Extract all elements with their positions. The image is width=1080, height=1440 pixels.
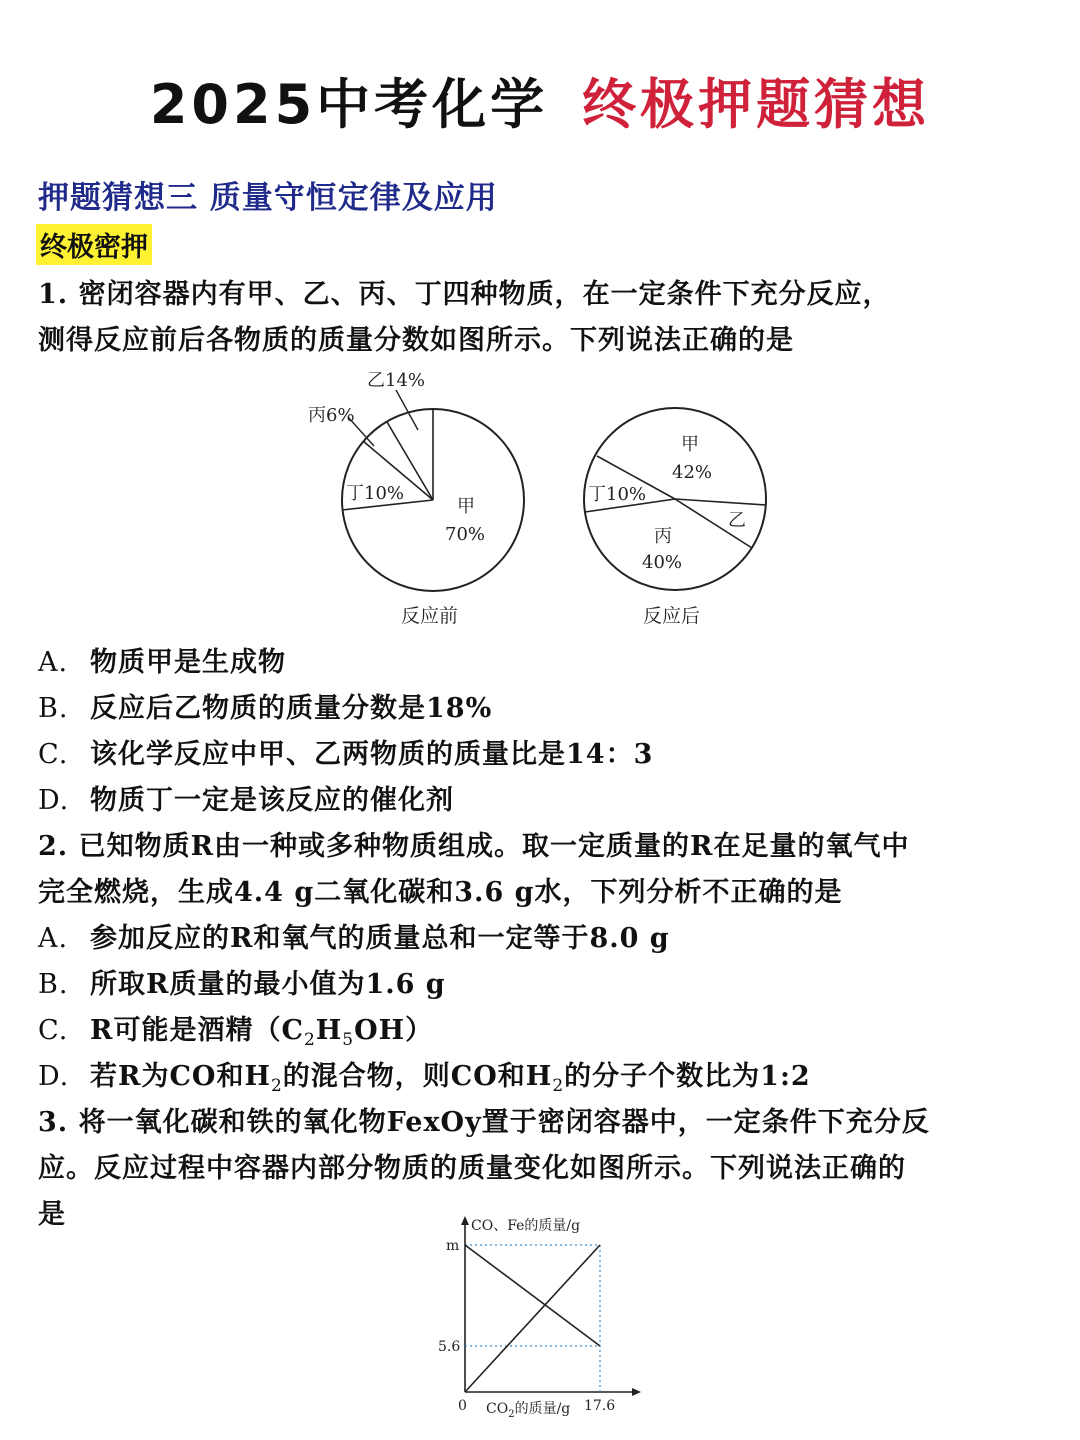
q1-option-a[interactable]: A. 物质甲是生成物 (38, 647, 286, 678)
pie-after-line-2 (675, 499, 766, 505)
pie-after-title: 反应后 (643, 605, 701, 627)
highlight-tag: 终极密押 (36, 224, 152, 265)
q2-option-d[interactable]: D. 若R为CO和$H_2$的混合物，则CO和$H_2$的分子个数比为1:2 (38, 1061, 811, 1096)
q3-line-chart (430, 1212, 650, 1424)
pie-before-label-yi: 乙14% (367, 370, 426, 391)
pie-before-label-bing: 丙6% (308, 405, 355, 426)
q1-option-d[interactable]: D. 物质丁一定是该反应的催化剂 (38, 785, 454, 816)
q2-option-a[interactable]: A. 参加反应的R和氧气的质量总和一定等于8.0 g (38, 923, 670, 954)
pie-after-label-yi: 乙 (728, 510, 746, 531)
pie-before-title: 反应前 (401, 605, 459, 627)
y-axis-arrow (461, 1216, 469, 1225)
q1-option-c[interactable]: C. 该化学反应中甲、乙两物质的质量比是14：3 (38, 739, 654, 770)
q3-stem-line1: 3. 将一氧化碳和铁的氧化物FexOy置于密闭容器中，一定条件下充分反 (38, 1107, 930, 1138)
pie-before-label-ding: 丁10% (346, 483, 405, 504)
q2-stem-line2: 完全燃烧，生成4.4 g二氧化碳和3.6 g水，下列分析不正确的是 (38, 877, 843, 908)
y-axis-label: CO、Fe的质量/g (471, 1218, 581, 1234)
q1-pie-charts (300, 362, 820, 632)
q1-stem-line1: 1. 密闭容器内有甲、乙、丙、丁四种物质，在一定条件下充分反应， (38, 279, 891, 310)
pie-before-label-jia: 70% (445, 524, 486, 545)
series-co (465, 1245, 600, 1346)
pie-after-label-jia-name: 甲 (681, 434, 699, 455)
pie-after-label-ding: 丁10% (588, 484, 647, 505)
pie-after-label-jia: 42% (672, 462, 713, 483)
y-tick-56: 5.6 (438, 1339, 461, 1355)
pie-before-label-jia-name: 甲 (457, 496, 475, 517)
q1-option-b[interactable]: B. 反应后乙物质的质量分数是18% (38, 693, 493, 724)
title-highlight: 终极押题猜想 (582, 73, 931, 136)
section-title: 押题猜想三 质量守恒定律及应用 (38, 180, 498, 216)
q1-stem-line2: 测得反应前后各物质的质量分数如图所示。下列说法正确的是 (38, 325, 794, 356)
page-title (0, 62, 1080, 139)
q3-stem-line3: 是 (38, 1199, 66, 1230)
pie-after-label-bing: 40% (642, 552, 683, 573)
q2-stem-line1: 2. 已知物质R由一种或多种物质组成。取一定质量的R在足量的氧气中 (38, 831, 910, 862)
title-main: 2025中考化学 (149, 73, 549, 136)
q2-option-c[interactable]: C. R可能是酒精$(C_2H_5OH)$ (38, 1015, 434, 1050)
x-axis-arrow (632, 1388, 641, 1396)
q3-stem-line2: 应。反应过程中容器内部分物质的质量变化如图所示。下列说法正确的 (38, 1153, 906, 1184)
q2-option-b[interactable]: B. 所取R质量的最小值为1.6 g (38, 969, 446, 1000)
x-axis-label: $CO_2$的质量/g (486, 1401, 571, 1420)
origin-label: 0 (458, 1398, 467, 1414)
series-fe (465, 1245, 600, 1392)
pie-after-label-bing-name: 丙 (654, 526, 672, 547)
y-tick-m: m (446, 1238, 460, 1254)
x-tick-end: 17.6 (584, 1398, 616, 1414)
